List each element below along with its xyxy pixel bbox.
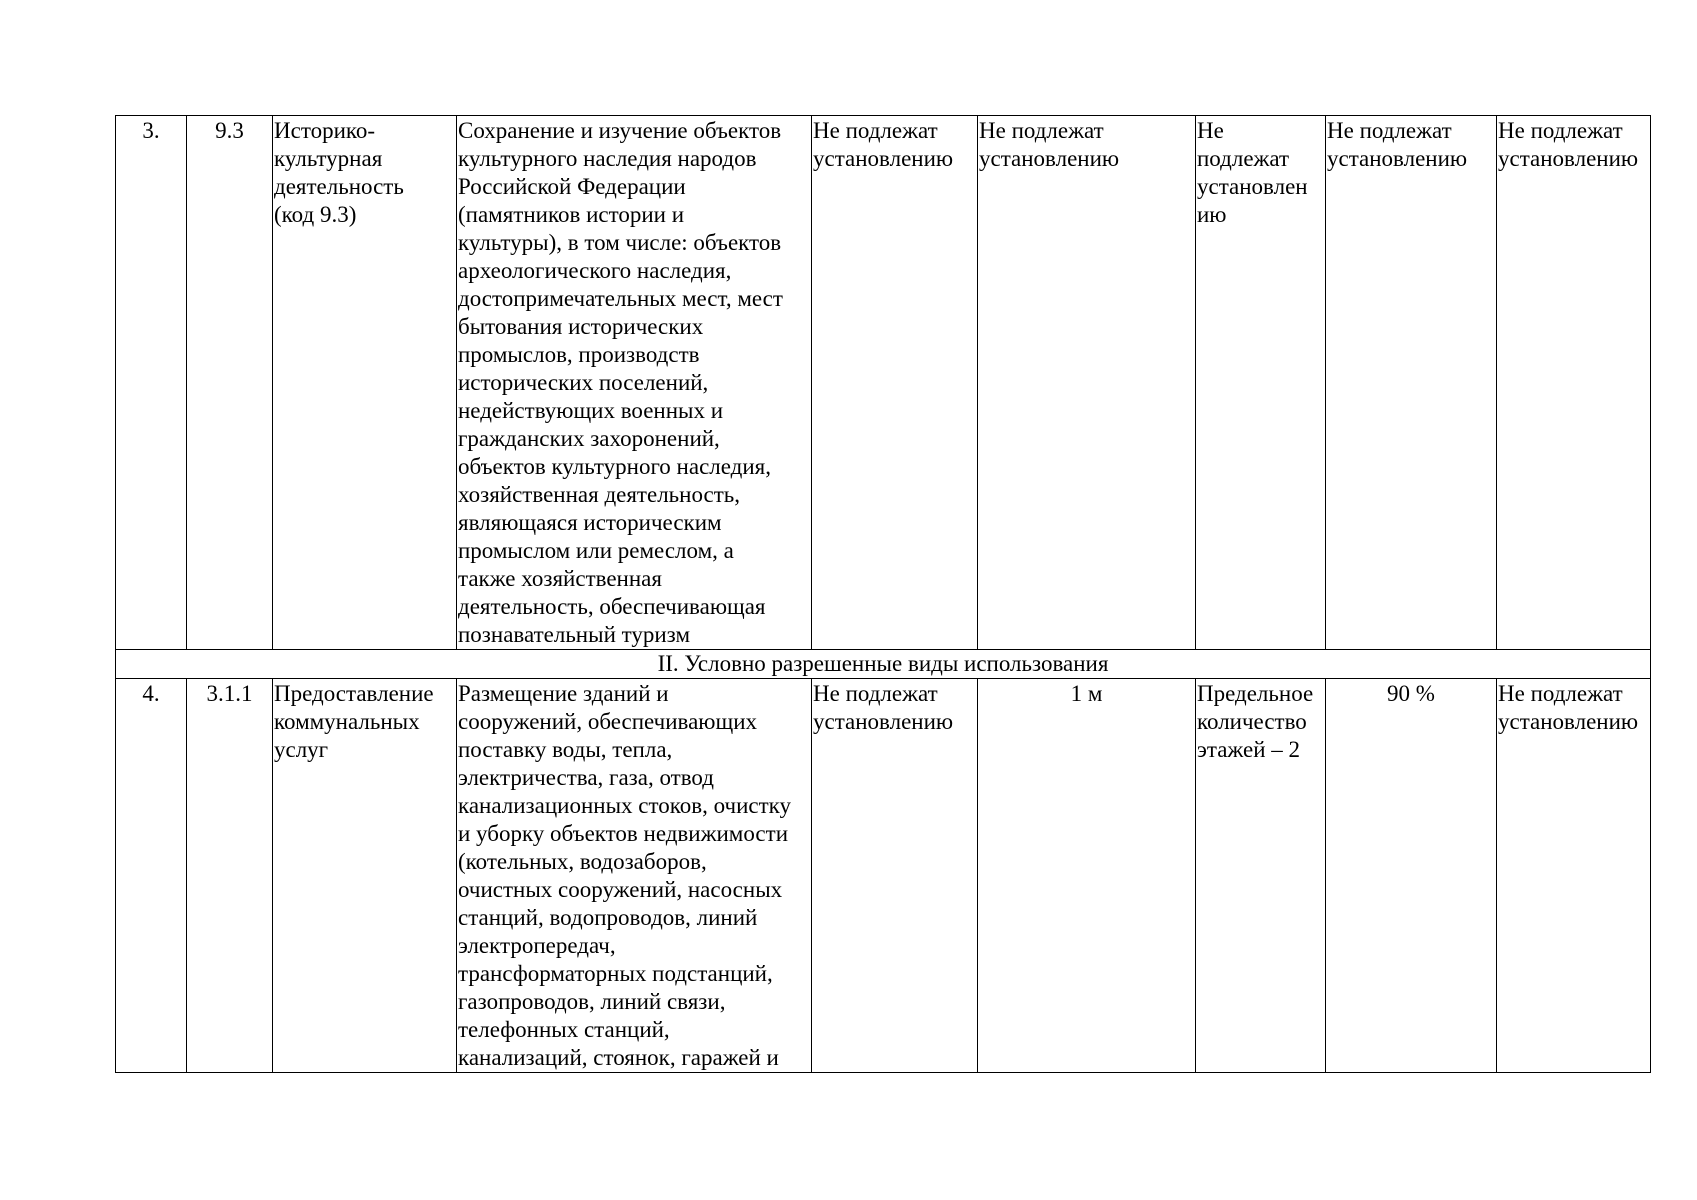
parameter-cell: 1 м [978, 679, 1196, 1073]
row-number: 4. [116, 679, 187, 1073]
parameter-cell: 90 % [1326, 679, 1497, 1073]
use-description: Размещение зданий и сооружений, обеспечивающих поставку воды, тепла, электричества, газа, отвод канализационных стоков, очистку и уборку объектов недвижимости (котельных, водозаборов, очистных сооружений, насосных станций, водопроводов, линий электропередач, трансформаторных подстанций, газопроводов, линий связи, телефонных станций, канализаций, стоянок, гаражей и [457, 679, 812, 1073]
parameter-cell: Предельное количество этажей – 2 [1196, 679, 1326, 1073]
row-number: 3. [116, 116, 187, 650]
use-name: Предоставление коммунальных услуг [273, 679, 457, 1073]
parameter-cell: Не подлежат установлению [1497, 679, 1651, 1073]
section-title: II. Условно разрешенные виды использования [116, 650, 1651, 679]
use-code: 3.1.1 [187, 679, 273, 1073]
parameter-cell: Не подлежат установлению [812, 116, 978, 650]
parameter-cell: Не подлежат установлению [812, 679, 978, 1073]
parameter-cell: Не подлежат установлению [1326, 116, 1497, 650]
table-row [116, 679, 1651, 1073]
land-use-table [115, 115, 1651, 1073]
table-row [116, 116, 1651, 650]
use-name: Историко- культурная деятельность (код 9.3) [273, 116, 457, 650]
parameter-cell: Не подлежат установлению [978, 116, 1196, 650]
use-code: 9.3 [187, 116, 273, 650]
use-description: Сохранение и изучение объектов культурного наследия народов Российской Федерации (памятников истории и культуры), в том числе: объектов археологического наследия, достопримечательных мест, мест бытования исторических промыслов, производств исторических поселений, недействующих военных и гражданских захоронений, объектов культурного наследия, хозяйственная деятельность, являющаяся историческим промыслом или ремеслом, а также хозяйственная деятельность, обеспечивающая познавательный туризм [457, 116, 812, 650]
section-row [116, 650, 1651, 679]
parameter-cell: Не подлежат установлен ию [1196, 116, 1326, 650]
parameter-cell: Не подлежат установлению [1497, 116, 1651, 650]
